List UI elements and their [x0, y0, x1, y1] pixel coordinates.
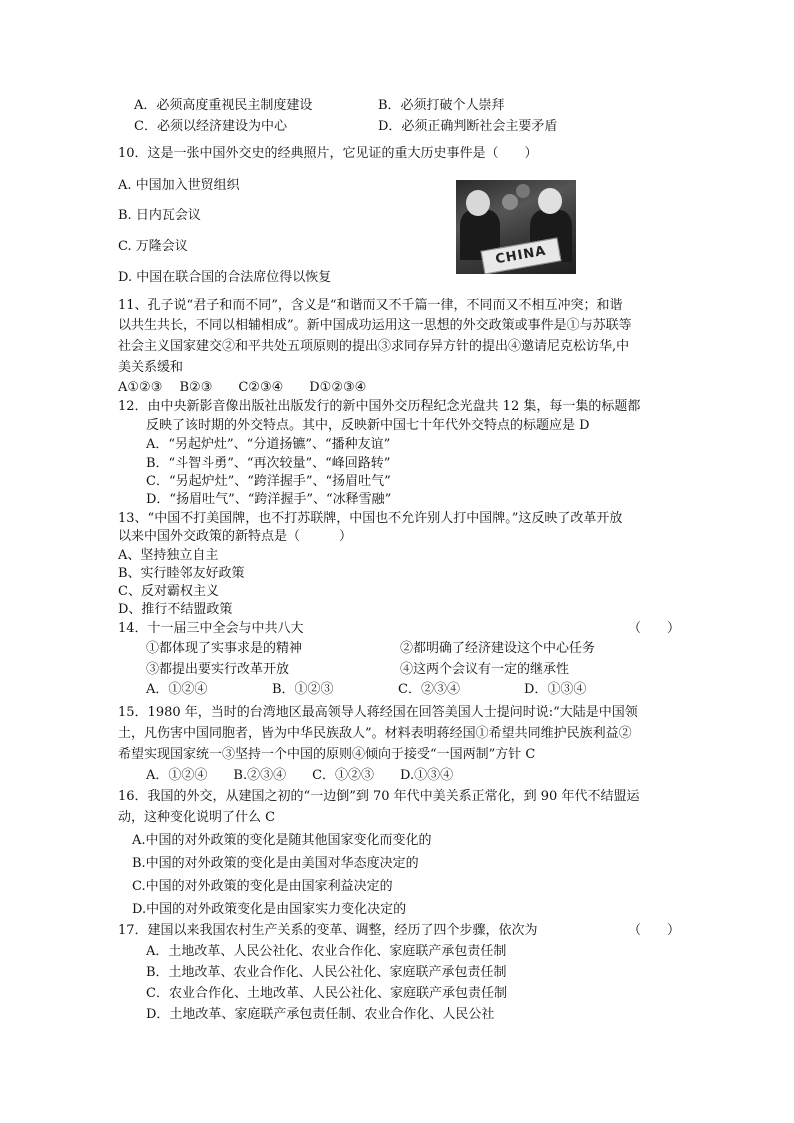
q11-line-1: 11、孔子说“君子和而不同”，含义是“和谐而又不千篇一律，不同而又不相互冲突；和谐 [118, 298, 623, 313]
q14-statement-4: ④这两个会议有一定的继承性 [400, 662, 570, 677]
q15-options: A．①②④ B.②③④ C．①②③ D.①③④ [146, 768, 454, 783]
q14-option-b: B．①②③ [272, 682, 334, 697]
q15-line-2: 土，凡伤害中国同胞者，皆为中华民族敌人”。材料表明蒋经国①希望共同维护民族利益② [118, 726, 632, 741]
q14-statement-2: ②都明确了经济建设这个中心任务 [400, 641, 596, 656]
q17-stem: 17．建国以来我国农村生产关系的变革、调整，经历了四个步骤，依次为 [118, 923, 538, 938]
q17-answer-bracket: （ ） [628, 923, 681, 938]
historical-photo [456, 180, 576, 274]
q9-option-d: D．必须正确判断社会主要矛盾 [378, 119, 558, 134]
q10-stem: 10．这是一张中国外交史的经典照片，它见证的重大历史事件是（ ） [118, 146, 538, 161]
q15-line-1: 15．1980 年，当时的台湾地区最高领导人蒋经国在回答美国人士提问时说:“大陆是中国领 [118, 705, 638, 720]
q16-option-d: D.中国的对外政策变化是由国家实力变化决定的 [132, 902, 407, 917]
q12-option-b: B．“斗智斗勇”、“再次较量”、“峰回路转” [146, 456, 391, 471]
q14-statement-3: ③都提出要实行改革开放 [146, 662, 290, 677]
q14-option-c: C．②③④ [398, 682, 460, 697]
q16-option-c: C.中国的对外政策的变化是由国家利益决定的 [132, 879, 393, 894]
q11-line-4: 美关系缓和 [118, 360, 184, 375]
q12-option-a: A．“另起炉灶”、“分道扬镳”、“播种友谊” [146, 437, 391, 452]
q16-option-a: A.中国的对外政策的变化是随其他国家变化而变化的 [132, 833, 432, 848]
q13-option-b: B、实行睦邻友好政策 [118, 566, 245, 581]
q13-option-c: C、反对霸权主义 [118, 584, 219, 599]
q10-option-c: C. 万隆会议 [118, 239, 188, 254]
q11-line-2: 以共生共长，不同以相辅相成”。新中国成功运用这一思想的外交政策或事件是①与苏联等 [118, 318, 632, 333]
q16-line-1: 16．我国的外交，从建国之初的“一边倒”到 70 年代中美关系正常化，到 90 年代不结盟运 [118, 789, 640, 804]
q13-line-1: 13、“中国不打美国牌，也不打苏联牌，中国也不允许别人打中国牌。”这反映了改革开放 [118, 511, 623, 526]
q13-option-d: D、推行不结盟政策 [118, 602, 233, 617]
q14-answer-bracket: （ ） [628, 621, 681, 636]
q12-line-1: 12．由中央新影音像出版社出版发行的新中国外交历程纪念光盘共 12 集，每一集的标题都 [118, 399, 641, 414]
q17-option-d: D．土地改革、家庭联产承包责任制、农业合作化、人民公社 [146, 1007, 495, 1022]
q14-statement-1: ①都体现了实事求是的精神 [146, 641, 303, 656]
china-nameplate: CHINA [481, 237, 562, 274]
q14-stem: 14．十一届三中全会与中共八大 [118, 621, 304, 636]
q16-option-b: B.中国的对外政策的变化是由美国对华态度决定的 [132, 856, 419, 871]
q17-option-c: C．农业合作化、土地改革、人民公社化、家庭联产承包责任制 [146, 986, 507, 1001]
q14-option-d: D．①③④ [524, 682, 587, 697]
q9-option-a: A．必须高度重视民主制度建设 [134, 98, 313, 113]
q17-option-b: B．土地改革、农业合作化、人民公社化、家庭联产承包责任制 [146, 965, 507, 980]
q16-line-2: 动，这种变化说明了什么 C [118, 810, 276, 825]
q10-option-a: A. 中国加入世贸组织 [118, 178, 240, 193]
q9-option-b: B．必须打破个人崇拜 [378, 98, 505, 113]
q14-option-a: A．①②④ [146, 682, 208, 697]
q10-option-d: D. 中国在联合国的合法席位得以恢复 [118, 270, 332, 285]
q9-option-c: C．必须以经济建设为中心 [134, 119, 287, 134]
q13-line-2: 以来中国外交政策的新特点是（ ） [118, 529, 353, 544]
q12-line-2: 反映了该时期的外交特点。其中，反映新中国七十年代外交特点的标题应是 D [146, 418, 590, 433]
q11-line-3: 社会主义国家建交②和平共处五项原则的提出③求同存异方针的提出④邀请尼克松访华,中 [118, 339, 630, 354]
q10-option-b: B. 日内瓦会议 [118, 208, 201, 223]
q13-option-a: A、坚持独立自主 [118, 548, 219, 563]
q12-option-d: D．“扬眉吐气”、“跨洋握手”、“冰释雪融” [146, 492, 392, 507]
q17-option-a: A．土地改革、人民公社化、农业合作化、家庭联产承包责任制 [146, 944, 507, 959]
q11-options: A①②③ B②③ C②③④ D①②③④ [118, 380, 367, 395]
q12-option-c: C．“另起炉灶”、“跨洋握手”、“扬眉吐气” [146, 474, 391, 489]
q15-line-3: 希望实现国家统一③坚持一个中国的原则④倾向于接受“一国两制”方针 C [118, 747, 536, 762]
